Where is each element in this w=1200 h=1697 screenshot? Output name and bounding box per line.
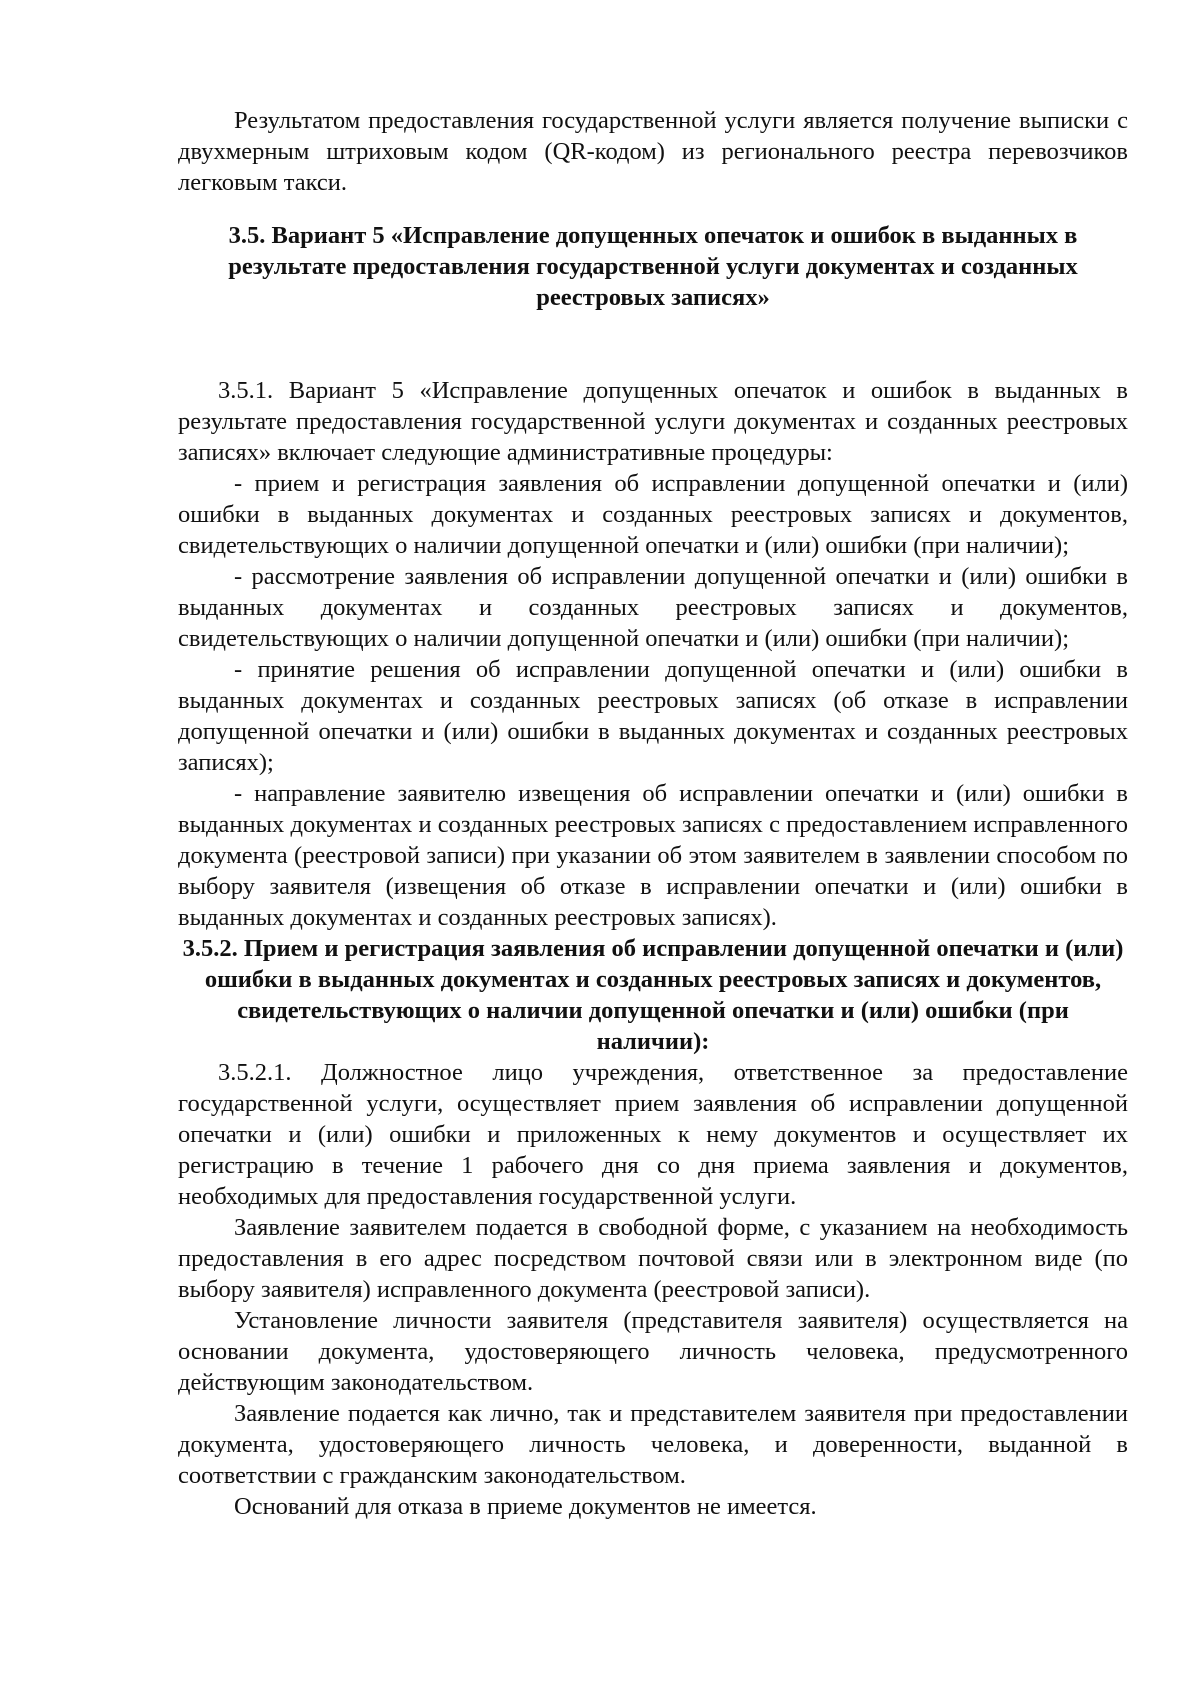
list-item-review: - рассмотрение заявления об исправлении допущенной опечатки и (или) ошибки в выданных документах и созданных реестровых записях и документов, свидетельствующих о наличии допущенной опечатки и (или) ошибки (при наличии);: [178, 563, 1128, 652]
paragraph-3-5-2-1: 3.5.2.1. Должностное лицо учреждения, ответственное за предоставление государственной услуги, осуществляет прием заявления об исправлении допущенной опечатки и (или) ошибки и приложенных к нему документов и осуществляет их регистрацию в течение 1 рабочего дня со дня приема заявления и документов, необходимых для предоставления государственной услуги.: [178, 1059, 1128, 1210]
list-item-notification: - направление заявителю извещения об исправлении опечатки и (или) ошибки в выданных документах и созданных реестровых записях с предоставлением исправленного документа (реестровой записи) при указании об этом заявителем в заявлении способом по выбору заявителя (извещения об отказе в исправлении опечатки и (или) ошибки в выданных документах и созданных реестровых записях).: [178, 780, 1128, 931]
paragraph-identity: Установление личности заявителя (представителя заявителя) осуществляется на основании документа, удостоверяющего личность человека, предусмотренного действующим законодательством.: [178, 1307, 1128, 1396]
section-heading-3-5-2: 3.5.2. Прием и регистрация заявления об исправлении допущенной опечатки и (или) ошибки в выданных документах и созданных реестровых записях и документов, свидетельствующих о наличии допущенной опечатки и (или) ошибки (при наличии):: [182, 935, 1124, 1055]
paragraph-3-5-1: 3.5.1. Вариант 5 «Исправление допущенных опечаток и ошибок в выданных в результате предоставления государственной услуги документах и созданных реестровых записях» включает следующие административные процедуры:: [178, 377, 1128, 466]
paragraph-result: Результатом предоставления государственной услуги является получение выписки с двухмерным штриховым кодом (QR-кодом) из регионального реестра перевозчиков легковым такси.: [178, 107, 1128, 196]
paragraph-submission: Заявление подается как лично, так и представителем заявителя при предоставлении документа, удостоверяющего личность человека, и доверенности, выданной в соответствии с гражданским законодательством.: [178, 1400, 1128, 1489]
paragraph-no-refusal: Оснований для отказа в приеме документов не имеется.: [234, 1493, 817, 1520]
document-body: [178, 105, 1128, 1522]
list-item-reception: - прием и регистрация заявления об исправлении допущенной опечатки и (или) ошибки в выданных документах и созданных реестровых записях и документов, свидетельствующих о наличии допущенной опечатки и (или) ошибки (при наличии);: [178, 470, 1128, 559]
section-heading-3-5: 3.5. Вариант 5 «Исправление допущенных опечаток и ошибок в выданных в результате предоставления государственной услуги документах и созданных реестровых записях»: [228, 222, 1078, 311]
list-item-decision: - принятие решения об исправлении допущенной опечатки и (или) ошибки в выданных документах и созданных реестровых записях (об отказе в исправлении допущенной опечатки и (или) ошибки в выданных документах и созданных реестровых записях);: [178, 656, 1128, 776]
paragraph-statement-form: Заявление заявителем подается в свободной форме, с указанием на необходимость предоставления в его адрес посредством почтовой связи или в электронном виде (по выбору заявителя) исправленного документа (реестровой записи).: [178, 1214, 1128, 1303]
section-spacer: [178, 313, 1128, 375]
